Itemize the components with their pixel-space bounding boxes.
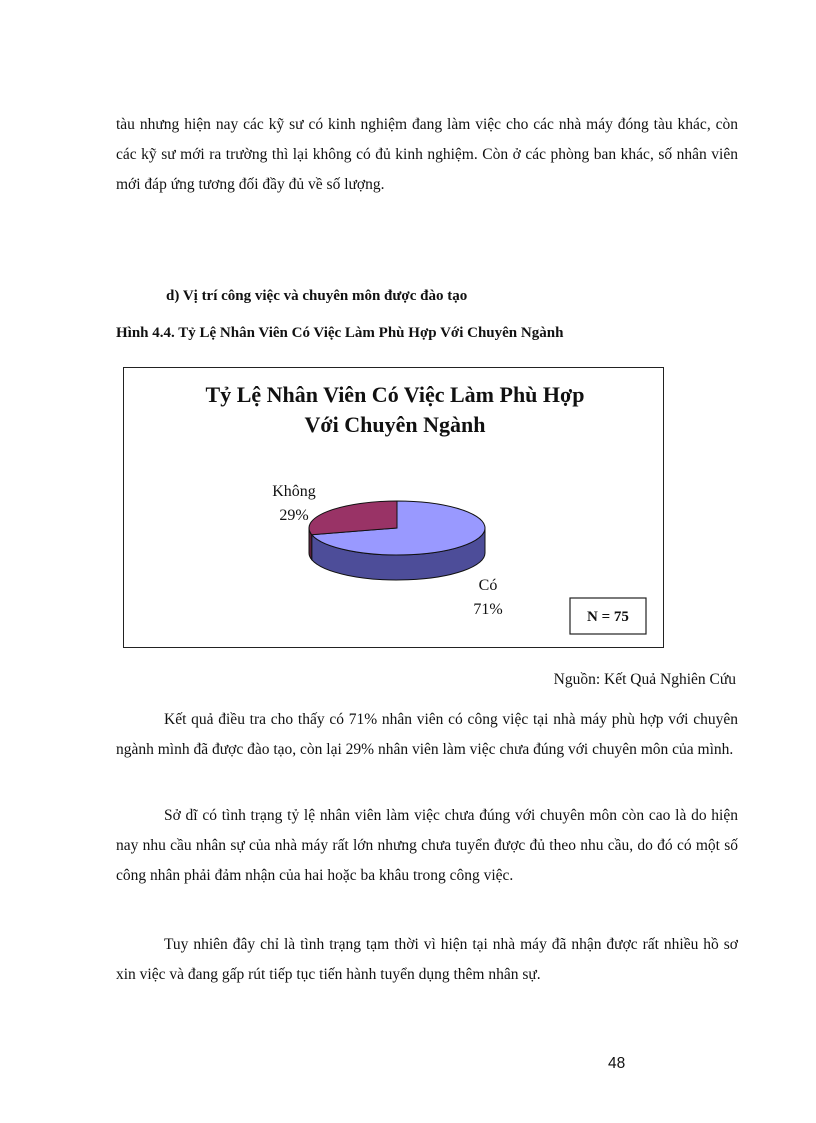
paragraph-3: Tuy nhiên đây chỉ là tình trạng tạm thời vì hiện tại nhà máy đã nhận được rất nhiều hồ sơ xin việc và đang gấp rút tiếp tục tiến hành tuyển dụng thêm nhân sự. [116, 936, 738, 983]
pie-chart [123, 367, 664, 648]
paragraph-2: Sở dĩ có tình trạng tỷ lệ nhân viên làm việc chưa đúng với chuyên môn còn cao là do hiện nay nhu cầu nhân sự của nhà máy rất lớn nhưng chưa tuyển được đủ theo nhu cầu, do đó có một số công nhân phải đảm nhận của hai hoặc ba khâu trong công việc. [116, 807, 738, 884]
label-co-value: 71% [473, 601, 503, 618]
label-khong-category: Không [272, 483, 316, 500]
pie-chart-svg [124, 368, 665, 649]
chart-title-line-1: Tỷ Lệ Nhân Viên Có Việc Làm Phù Hợp [205, 382, 585, 407]
intro-paragraph: tàu nhưng hiện nay các kỹ sư có kinh nghiệm đang làm việc cho các nhà máy đóng tàu khác, còn các kỹ sư mới ra trường thì lại không có đủ kinh nghiệm. Còn ở các phòng ban khác, số nhân viên mới đáp ứng tương đối đầy đủ về số lượng. [116, 116, 738, 193]
figure-source: Nguồn: Kết Quả Nghiên Cứu [553, 671, 736, 688]
sample-size-text: N = 75 [587, 609, 629, 625]
page-number: 48 [608, 1055, 626, 1072]
label-co-category: Có [478, 577, 498, 594]
paragraph-1: Kết quả điều tra cho thấy có 71% nhân viên có công việc tại nhà máy phù hợp với chuyên ngành mình đã được đào tạo, còn lại 29% nhân viên làm việc chưa đúng với chuyên môn của mình. [116, 711, 738, 758]
figure-caption: Hình 4.4. Tỷ Lệ Nhân Viên Có Việc Làm Phù Hợp Với Chuyên Ngành [116, 325, 564, 341]
section-heading: d) Vị trí công việc và chuyên môn được đào tạo [166, 288, 468, 304]
label-khong-value: 29% [279, 507, 309, 524]
chart-title-line-2: Với Chuyên Ngành [304, 412, 486, 437]
